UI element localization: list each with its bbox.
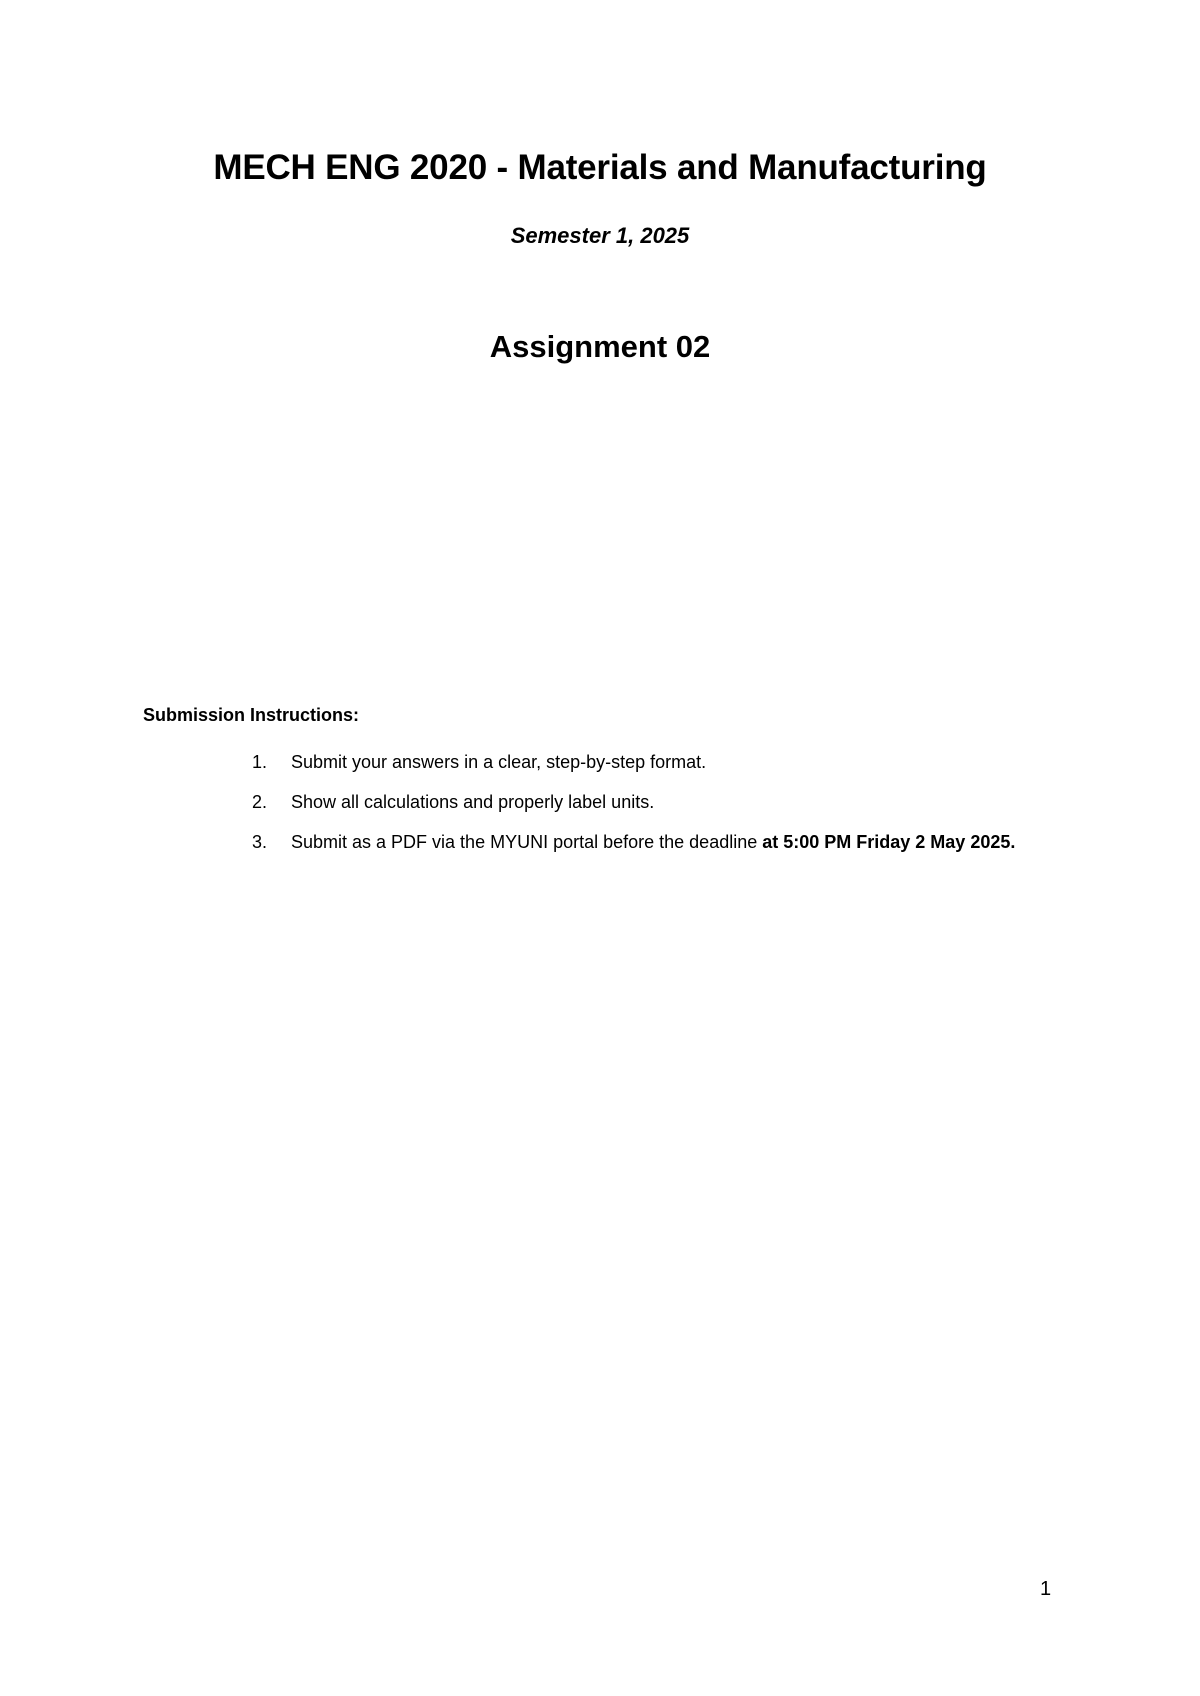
- instruction-number: 2.: [252, 792, 268, 812]
- instruction-item: [0, 742, 1200, 782]
- instruction-deadline: at 5:00 PM Friday 2 May 2025.: [762, 832, 1016, 852]
- course-title: MECH ENG 2020 - Materials and Manufacturing: [213, 148, 987, 187]
- instruction-text: Show all calculations and properly label units.: [291, 792, 655, 812]
- instruction-number: 1.: [252, 752, 268, 772]
- instruction-item: [0, 782, 1200, 822]
- instruction-text: Submit your answers in a clear, step-by-step format.: [291, 752, 707, 772]
- semester-label: Semester 1, 2025: [510, 223, 690, 248]
- instruction-text: Submit as a PDF via the MYUNI portal before the deadline: [291, 832, 763, 852]
- instructions-heading: Submission Instructions:: [143, 705, 360, 725]
- instruction-number: 3.: [252, 832, 268, 852]
- instructions-list: [0, 742, 1200, 862]
- instruction-item: [0, 822, 1200, 862]
- page-number: 1: [1040, 1578, 1052, 1600]
- assignment-title: Assignment 02: [489, 329, 711, 364]
